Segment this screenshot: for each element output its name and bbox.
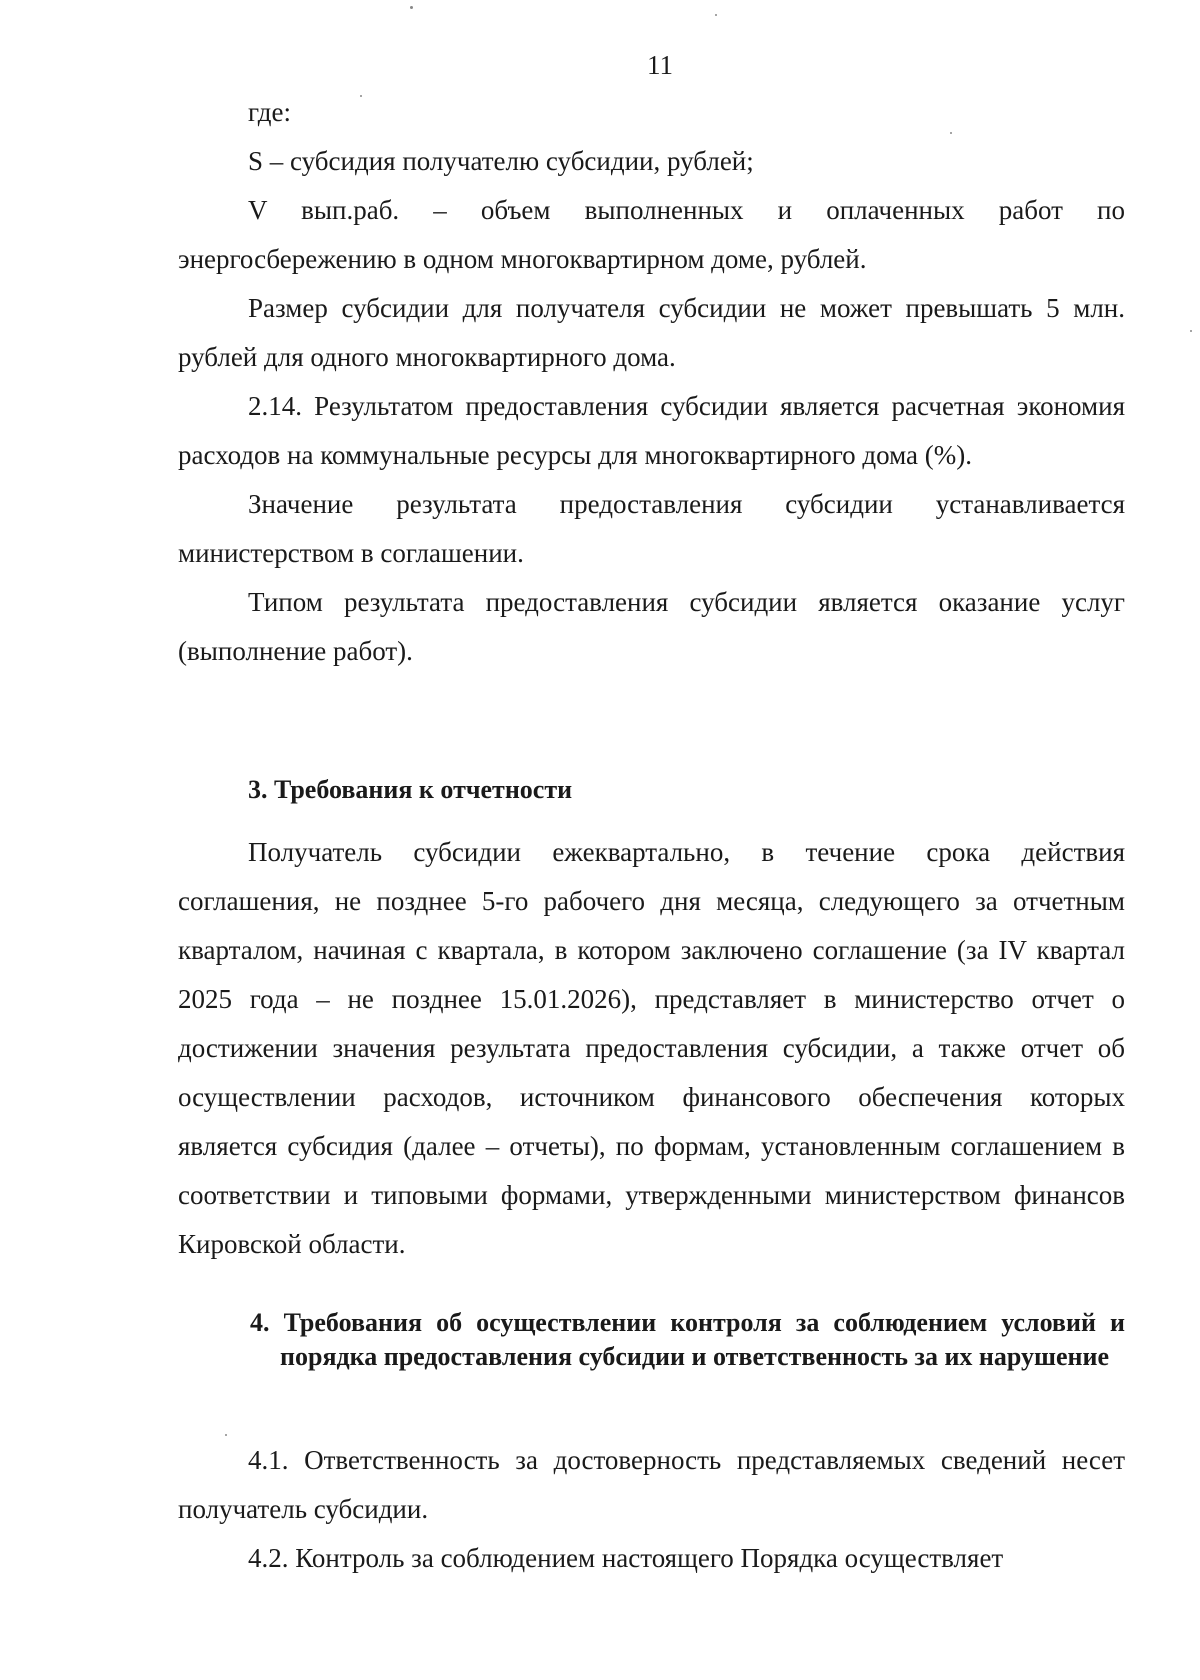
paragraph-4-1: 4.1. Ответственность за достоверность представляемых сведений несет получатель субсидии.: [178, 1445, 1125, 1524]
scan-speck: [715, 14, 717, 16]
paragraph-where: где:: [248, 97, 291, 127]
scan-speck: [950, 132, 952, 134]
scan-speck: [360, 95, 362, 97]
paragraph-result-type: Типом результата предоставления субсидии является оказание услуг (выполнение работ).: [178, 587, 1125, 666]
paragraph-result-value: Значение результата предоставления субсидии устанавливается министерством в соглашении.: [178, 489, 1125, 568]
paragraph-2-14: 2.14. Результатом предоставления субсидии является расчетная экономия расходов на коммунальные ресурсы для многоквартирного дома (%).: [178, 391, 1125, 470]
paragraph-s-definition: S – субсидия получателю субсидии, рублей;: [248, 146, 754, 176]
section-3-heading: 3. Требования к отчетности: [248, 775, 573, 804]
section-3: [178, 765, 1125, 814]
paragraph-v-definition: V вып.раб. – объем выполненных и оплаченных работ по энергосбережению в одном многоквартирном доме, рублей.: [178, 195, 1125, 274]
section-4-body: [178, 1436, 1125, 1583]
scan-speck: [410, 6, 413, 9]
section-4-heading: 4. Требования об осуществлении контроля за соблюдением условий и порядка предоставления субсидии и ответственность за их нарушение: [250, 1308, 1125, 1371]
scan-speck: [1190, 330, 1192, 332]
paragraph-4-2: 4.2. Контроль за соблюдением настоящего Порядка осуществляет: [248, 1543, 1004, 1573]
section-3-body: [178, 828, 1125, 1269]
paragraph-subsidy-limit: Размер субсидии для получателя субсидии не может превышать 5 млн. рублей для одного многоквартирного дома.: [178, 293, 1125, 372]
section-4: [178, 1306, 1125, 1374]
scan-speck: [225, 1434, 227, 1436]
page-number: 11: [647, 50, 673, 80]
body-text-top: [178, 88, 1125, 676]
paragraph-reporting: Получатель субсидии ежеквартально, в течение срока действия соглашения, не позднее 5-го рабочего дня месяца, следующего за отчетным кварталом, начиная с квартала, в котором заключено соглашение (за IV квартал 2025 года – не позднее 15.01.2026), представляет в министерство отчет о достижении значения результата предоставления субсидии, а также отчет об осуществлении расходов, источником финансового обеспечения которых является субсидия (далее – отчеты), по формам, установленным соглашением в соответствии и типовыми формами, утвержденными министерством финансов Кировской области.: [178, 837, 1125, 1259]
